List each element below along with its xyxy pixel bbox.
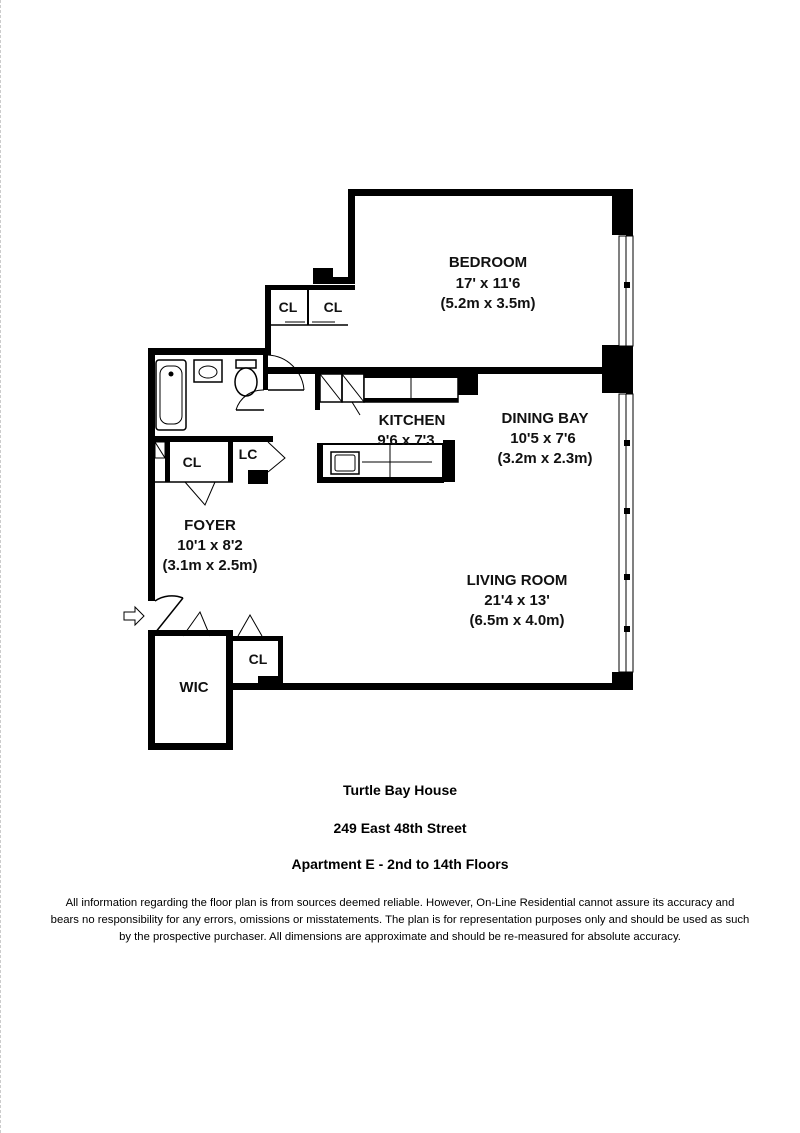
building-address: 249 East 48th Street	[333, 820, 467, 836]
dining-bay-dim-imperial: 10'5 x 7'6	[510, 430, 576, 447]
walk-in-closet-label: WIC	[179, 679, 209, 696]
apartment-line: Apartment E - 2nd to 14th Floors	[291, 856, 509, 872]
living-room-dim-imperial: 21'4 x 13'	[484, 592, 550, 609]
living-room-dim-metric: (6.5m x 4.0m)	[469, 612, 565, 629]
bedroom-dim-metric: (5.2m x 3.5m)	[440, 295, 536, 312]
windows	[619, 236, 633, 672]
living-room-name: LIVING ROOM	[466, 572, 568, 589]
entry-closet-label: CL	[248, 651, 268, 667]
bedroom-dim-imperial: 17' x 11'6	[455, 275, 521, 292]
kitchen-name: KITCHEN	[378, 412, 446, 429]
foyer-closet-label: CL	[182, 454, 202, 470]
foyer-closets	[148, 436, 285, 505]
disclaimer-text: All information regarding the floor plan is from sources deemed reliable. However, On-Line Residential cannot assure its accuracy and bears no responsibility for any errors, omissions or misstatements. The plan is for representation purposes only and should be used as such by the prospective purchaser. All dimensions are approximate and should be re-measured for absolute accuracy.	[50, 897, 750, 943]
entry-arrow-icon	[124, 607, 144, 625]
bedroom-closet-label: CL	[278, 299, 298, 315]
dining-bay-dim-metric: (3.2m x 2.3m)	[497, 450, 593, 467]
bedroom-closet-label: CL	[323, 299, 343, 315]
bedroom-name: BEDROOM	[448, 254, 528, 271]
bathroom	[148, 355, 268, 441]
dining-bay-name: DINING BAY	[501, 410, 589, 427]
building-name: Turtle Bay House	[342, 782, 458, 798]
linen-closet-label: LC	[238, 446, 258, 462]
foyer-dim-metric: (3.1m x 2.5m)	[162, 557, 258, 574]
foyer-name: FOYER	[184, 517, 236, 534]
foyer-dim-imperial: 10'1 x 8'2	[177, 537, 243, 554]
kitchen-dim: 9'6 x 7'3	[377, 432, 435, 449]
